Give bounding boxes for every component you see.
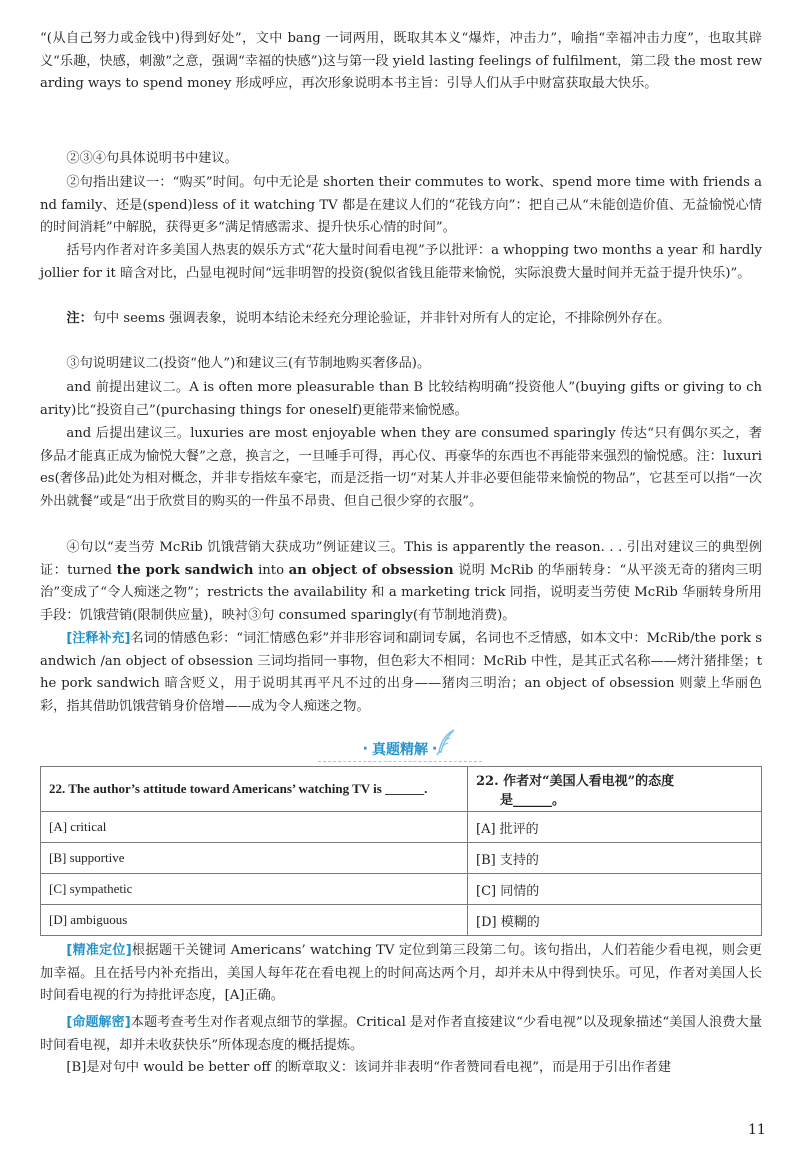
- option-a-en: [A] critical: [41, 812, 468, 843]
- header-dot-left: ·: [362, 741, 368, 757]
- option-d-zh: [D] 模糊的: [468, 905, 762, 936]
- option-row-d: [41, 905, 762, 936]
- paragraph-mcrib-example: ④句以“麦当劳 McRib 饥饿营销大获成功”例证建议三。This is apparently the reason. . . 引出对建议三的典型例证：turned the pork sandwich into an object of obsession 说明 McRib 的华丽转身：“从平淡无奇的猪肉三明治”变成了“令人痴迷之物”；restricts the availability 和 a marketing trick 同指，说明麦当劳使 McRib 华丽转身所用手段：饥饿营销(限制供应量)，映衬③句 consumed sparingly(有节制地消费)。: [40, 540, 762, 623]
- paragraph-note-supplement: [40, 628, 762, 718]
- bold-pork-sandwich: the pork sandwich: [116, 562, 254, 578]
- option-c-en: [C] sympathetic: [41, 874, 468, 905]
- question-stem-zh: [468, 767, 762, 812]
- paragraph-sentence-3-intro: ③句说明建议二(投资“他人”)和建议三(有节制地购买奢侈品)。: [66, 356, 431, 371]
- paragraph-precise-locate: [40, 940, 762, 1008]
- paragraph-seems-note: [40, 308, 762, 331]
- question-stem-zh-line2: 是______。: [500, 793, 566, 808]
- question-stem-zh-line1: 22. 作者对“美国人看电视”的态度: [476, 774, 675, 789]
- bold-object-of-obsession: an object of obsession: [288, 562, 454, 578]
- question-stem-row: [41, 767, 762, 812]
- option-a-zh: [A] 批评的: [468, 812, 762, 843]
- paragraph-suggestion-three: and 后提出建议三。luxuries are most enjoyable when they are consumed sparingly 传达“只有偶尔买之，奢侈品才能真正成为愉悦大餐”之意，换言之，一旦唾手可得，再心仪、再豪华的东西也不再能带来强烈的愉悦感。注：luxuries(奢侈品)此处为相对概念，并非专指炫车豪宅，而是泛指一切“对某人并非必要但能带来愉悦的物品”，它甚至可以指“一次外出就餐”或是“出于欣赏目的购买的一件虽不昂贵、但自己很少穿的衣服”。: [40, 426, 762, 509]
- paragraph-sentence-234-intro: ②③④句具体说明书中建议。: [66, 151, 238, 166]
- supplement-text: 名词的情感色彩：“词汇情感色彩”并非形容词和副词专属，名词也不乏情感，如本文中：McRib/the pork sandwich /an object of obsession 三词均指同一事物，但色彩大不相同：McRib 中性，是其正式名称——烤汁猪排堡；the pork sandwich 暗含贬义，用于说明其再平凡不过的出身——猪肉三明治；an object of obsession 则蒙上华丽色彩，指其借助饥饿营销身价倍增——成为令人痴迷之物。: [40, 631, 763, 714]
- section-header-title: 真题精解: [372, 742, 428, 758]
- paragraph-bang-explanation: “(从自己努力或金钱中)得到好处”，文中 bang 一词两用，既取其本义“爆炸，冲击力”，喻指“幸福冲击力度”，也取其辟义“乐趣，快感，刺激”之意，强调“幸福的快感”)这与第一段 yield lasting feelings of fulfilment，第二段 the most rewarding ways to spend money 形成呼应，再次形象说明本书主旨：引导人们从手中财富获取最大快乐。: [40, 31, 762, 92]
- note-label: 注：: [66, 311, 93, 326]
- question-table: [40, 766, 762, 936]
- locate-label: [精准定位]: [66, 943, 132, 958]
- paragraph-suggestion-one: ②句指出建议一：“购买”时间。句中无论是 shorten their commutes to work、spend more time with friends and family、还是(spend)less of it watching TV 都是在建议人们的“花钱方向”：把自己从“未能创造价值、无益愉悦心情的时间消耗”中解脱，获得更多“满足情感需求、提升快乐心情的时间”。: [40, 175, 762, 236]
- header-dot-right: ·: [432, 741, 438, 757]
- page-number: 11: [748, 1122, 766, 1138]
- decode-text: 本题考查考生对作者观点细节的掌握。Critical 是对作者直接建议“少看电视”以及现象描述“美国人浪费大量时间看电视，却并未收获快乐”所体现态度的概括提炼。: [40, 1015, 762, 1053]
- option-row-c: [41, 874, 762, 905]
- supplement-label: [注释补充]: [66, 631, 131, 646]
- decode-label: [命题解密]: [66, 1015, 131, 1030]
- option-c-zh: [C] 同情的: [468, 874, 762, 905]
- paragraph-option-b-analysis: [B]是对句中 would be better off 的断章取义：该词并非表明“作者赞同看电视”，而是用于引出作者建: [66, 1060, 671, 1075]
- option-d-en: [D] ambiguous: [41, 905, 468, 936]
- quill-icon: [434, 728, 458, 756]
- paragraph-suggestion-two: and 前提出建议二。A is often more pleasurable than B 比较结构明确“投资他人”(buying gifts or giving to charity)比“投资自己”(purchasing things for oneself)更能带来愉悦感。: [40, 380, 762, 418]
- locate-text: 根据题干关键词 Americans’ watching TV 定位到第三段第二句。该句指出，人们若能少看电视，则会更加幸福。且在括号内补充指出，美国人每年花在看电视上的时间高达两个月，却并未从中得到快乐。可见，作者对美国人长时间看电视的行为持批评态度，[A]正确。: [40, 943, 762, 1004]
- option-b-en: [B] supportive: [41, 843, 468, 874]
- paragraph-tv-criticism: 括号内作者对许多美国人热衷的娱乐方式“花大量时间看电视”予以批评：a whopping two months a year 和 hardly jollier for it 暗含对比，凸显电视时间“远非明智的投资(貌似省钱且能带来愉悦，实际浪费大量时间并无益于提升快乐)”。: [40, 243, 762, 281]
- paragraph-question-decode: [40, 1012, 762, 1057]
- option-row-a: [41, 812, 762, 843]
- note-text: 句中 seems 强调表象，说明本结论未经充分理论验证，并非针对所有人的定论，不排除例外存在。: [92, 311, 671, 326]
- option-b-zh: [B] 支持的: [468, 843, 762, 874]
- option-row-b: [41, 843, 762, 874]
- question-stem-en: 22. The author’s attitude toward Americans’ watching TV is ______.: [41, 767, 468, 812]
